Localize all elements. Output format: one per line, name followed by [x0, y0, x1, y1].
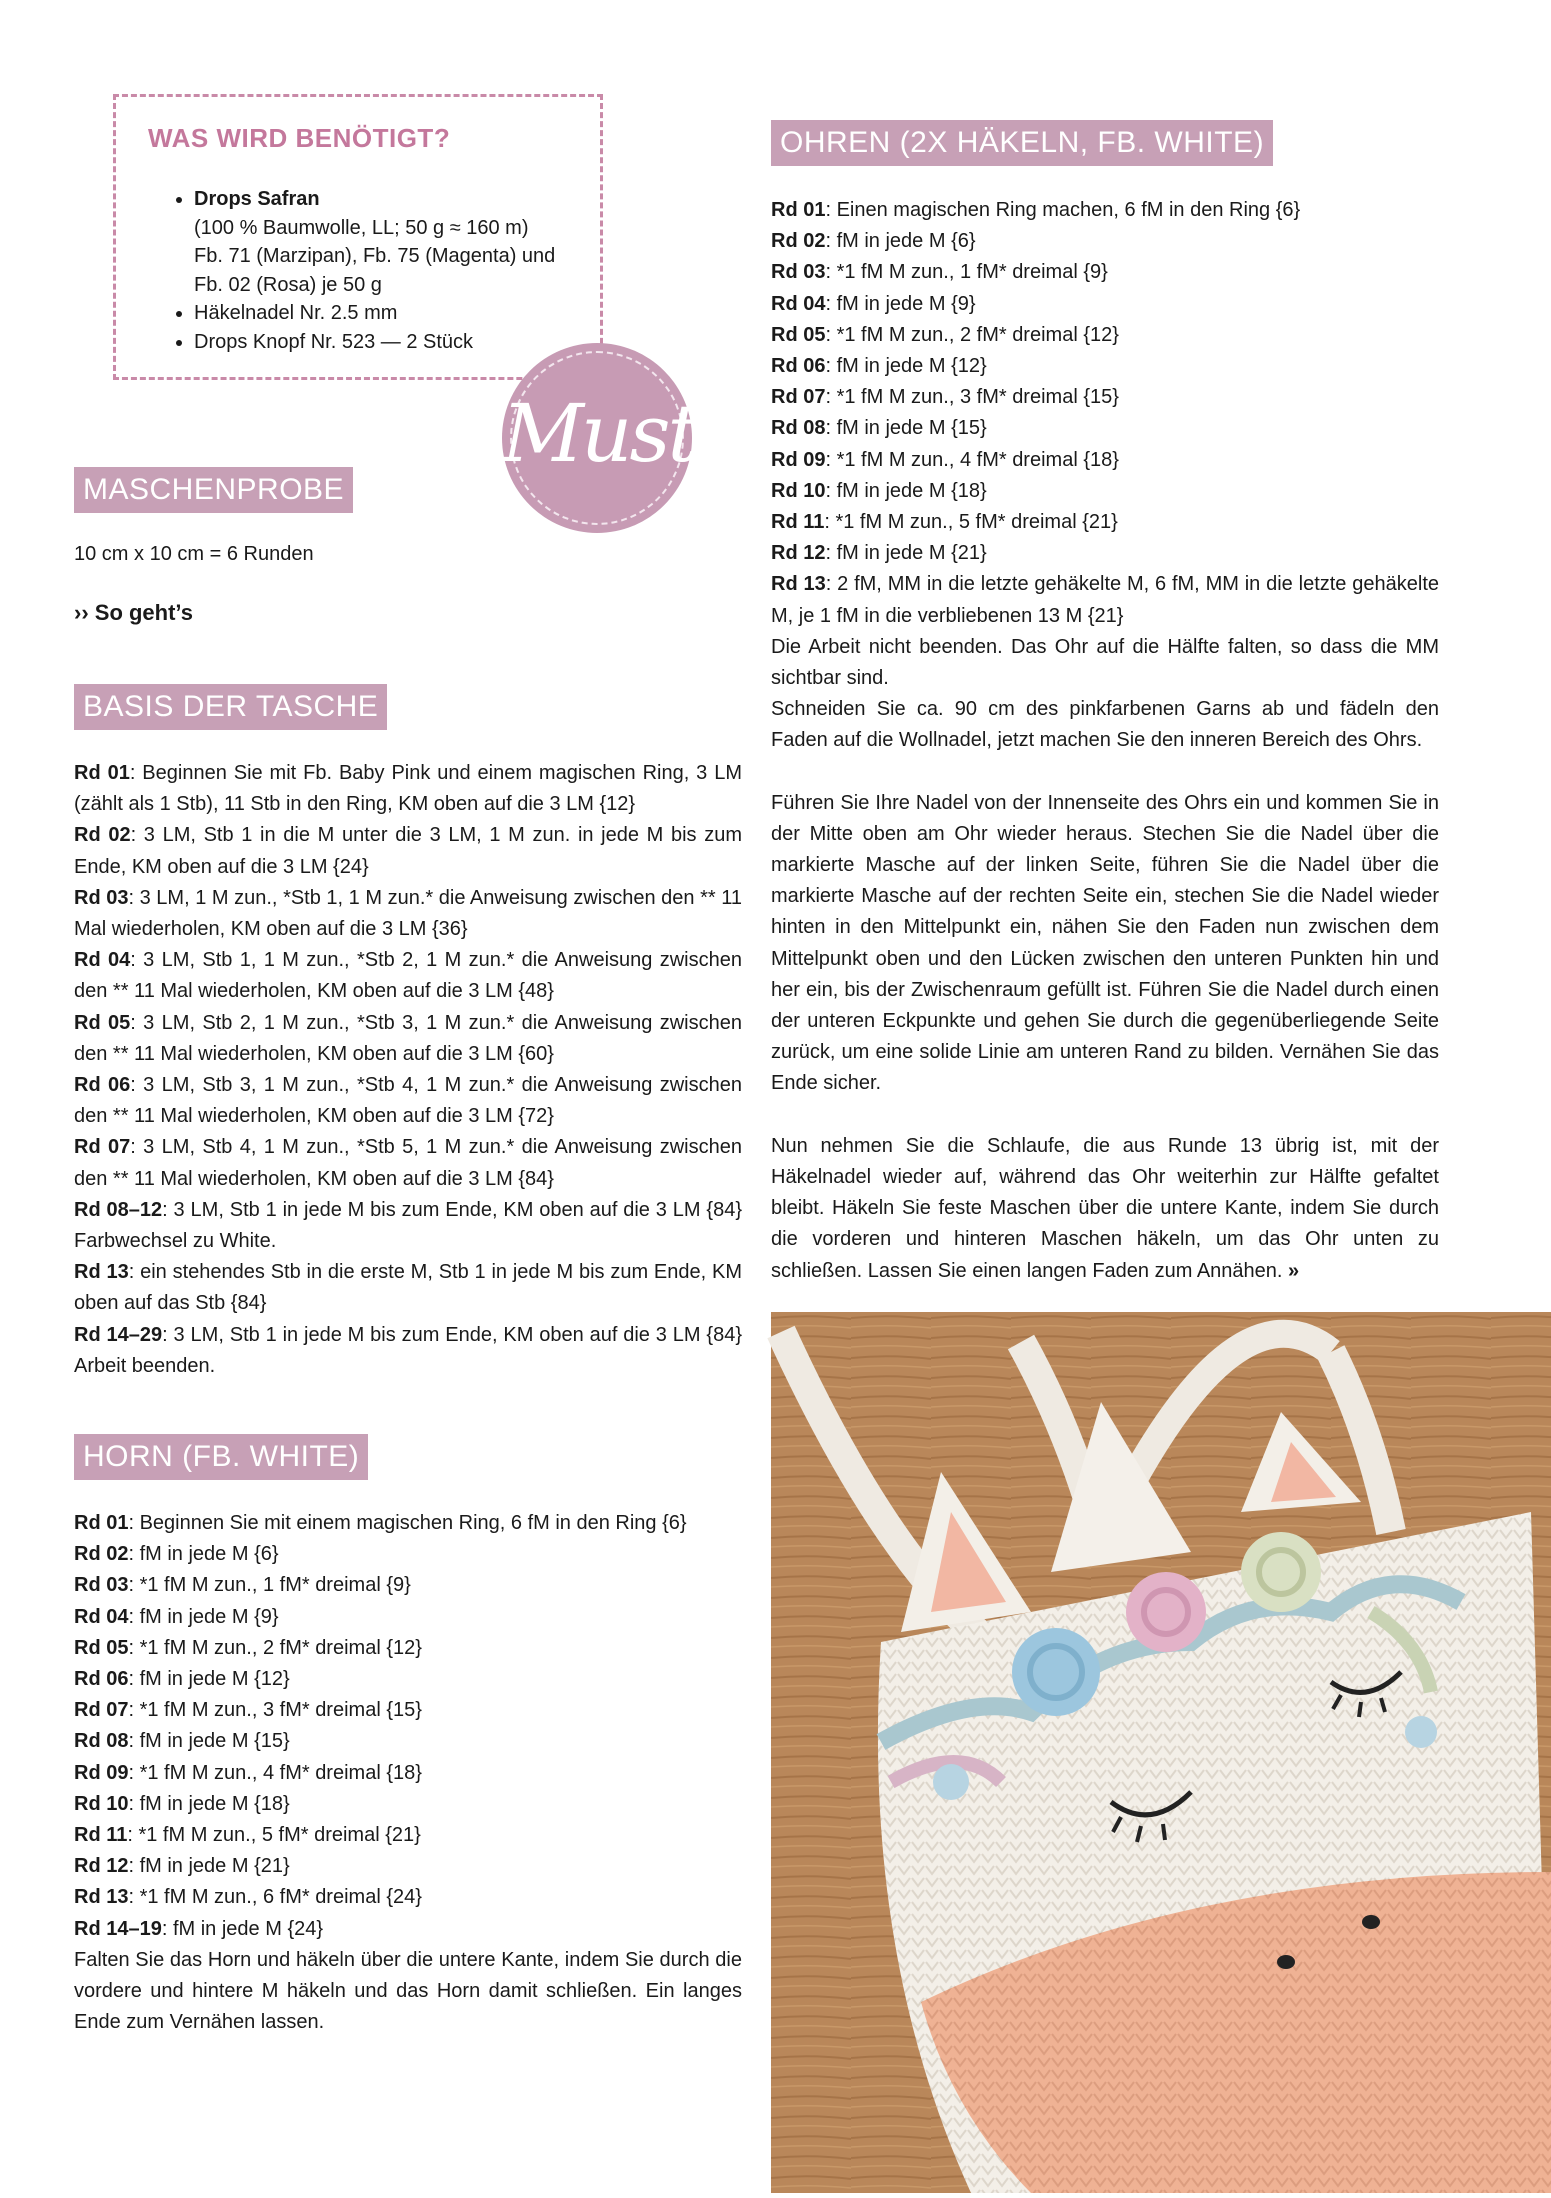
- horn-row: [74, 1508, 742, 1539]
- continue-marker: »: [1282, 1259, 1300, 1282]
- ohren-row: [771, 382, 1439, 413]
- row-label: Rd 04: [74, 949, 131, 972]
- horn-closing: Falten Sie das Horn und häkeln über die untere Kante, indem Sie durch die vordere und hintere M häkeln und das Horn damit schließen. Ein langes Ende zum Vernähen lassen.: [74, 1948, 742, 2034]
- row-text: : *1 fM M zun., 1 fM* dreimal {9}: [825, 261, 1108, 284]
- yarn-detail: (100 % Baumwolle, LL; 50 g ≈ 160 m): [194, 216, 529, 239]
- horn-row: [74, 1539, 742, 1570]
- row-text: : fM in jede M {15}: [825, 417, 987, 440]
- horn-rows: [74, 1508, 742, 2038]
- row-text: : fM in jede M {18}: [128, 1792, 290, 1815]
- row-text: : Beginnen Sie mit einem magischen Ring, 6 fM in den Ring {6}: [128, 1512, 687, 1534]
- row-label: Rd 11: [74, 1824, 128, 1847]
- row-label: Rd 05: [74, 1636, 129, 1659]
- row-label: Rd 02: [74, 1543, 129, 1566]
- row-label: Rd 06: [771, 355, 826, 378]
- row-text: : *1 fM M zun., 2 fM* dreimal {12}: [825, 323, 1119, 346]
- materials-list: [168, 185, 614, 356]
- basis-heading: BASIS DER TASCHE: [74, 684, 387, 730]
- row-label: Rd 08: [771, 417, 826, 440]
- horn-row: [74, 1758, 742, 1789]
- basis-rows: [74, 758, 742, 1382]
- row-text: : ein stehendes Stb in die erste M, Stb 1 in jede M bis zum Ende, KM oben auf das Stb {84}: [74, 1261, 742, 1315]
- row-text: : fM in jede M {6}: [825, 230, 976, 253]
- row-label: Rd 01: [771, 199, 826, 221]
- row-text: : 2 fM, MM in die letzte gehäkelte M, 6 fM, MM in die letzte gehäkelte M, je 1 fM in die verbliebenen 13 M {21}: [771, 573, 1440, 627]
- badge-text: Muster: [502, 387, 777, 480]
- materials-box: [113, 94, 603, 380]
- horn-row: [74, 1789, 742, 1820]
- ohren-row: [771, 413, 1439, 444]
- ohren-row: [771, 538, 1439, 569]
- basis-row: [74, 945, 742, 1007]
- row-text: : fM in jede M {9}: [825, 292, 976, 315]
- row-label: Rd 03: [771, 261, 826, 284]
- ohren-rows: [771, 195, 1439, 1287]
- yarn-detail: Fb. 71 (Marzipan), Fb. 75 (Magenta) und: [194, 245, 556, 267]
- unicorn-bag-photo: [771, 1312, 1551, 2193]
- row-text: : fM in jede M {6}: [128, 1543, 279, 1566]
- row-label: Rd 13: [74, 1261, 129, 1284]
- ohren-heading: OHREN (2X HÄKELN, FB. WHITE): [771, 120, 1273, 166]
- row-text: : fM in jede M {12}: [825, 355, 987, 378]
- row-text: : fM in jede M {21}: [825, 542, 987, 565]
- row-label: Rd 06: [74, 1074, 131, 1097]
- basis-row: [74, 1257, 742, 1319]
- ohren-paragraph-text: Nun nehmen Sie die Schlaufe, die aus Runde 13 übrig ist, mit der Häkelnadel wieder auf, während das Ohr weiterhin zur Hälfte gefaltet bleibt. Häkeln Sie feste Maschen über die untere Kante, indem Sie durch die vorderen und hinteren Maschen häkeln, um das Ohr unten zu schließen. Lassen Sie einen langen Faden zum Annähen.: [771, 1134, 1439, 1282]
- row-text: : *1 fM M zun., 3 fM* dreimal {15}: [825, 386, 1119, 409]
- ohren-paragraph: Die Arbeit nicht beenden. Das Ohr auf die Hälfte falten, so dass die MM sichtbar sind.: [771, 635, 1439, 690]
- row-label: Rd 03: [74, 1574, 129, 1597]
- row-text: : 3 LM, Stb 2, 1 M zun., *Stb 3, 1 M zun.* die Anweisung zwischen den ** 11 Mal wiederholen, KM oben auf die 3 LM {60}: [74, 1011, 742, 1065]
- basis-row: [74, 1195, 742, 1257]
- row-text: : 3 LM, Stb 1 in jede M bis zum Ende, KM oben auf die 3 LM {84} Farbwechsel zu White.: [74, 1198, 742, 1253]
- row-label: Rd 14–29: [74, 1323, 163, 1346]
- row-label: Rd 07: [771, 386, 826, 409]
- row-text: : *1 fM M zun., 2 fM* dreimal {12}: [128, 1636, 422, 1659]
- materials-item: • Häkelnadel Nr. 2.5 mm: [194, 299, 614, 328]
- horn-row: [74, 1820, 742, 1851]
- row-label: Rd 04: [74, 1605, 129, 1628]
- ohren-row: [771, 476, 1439, 507]
- row-text: : Beginnen Sie mit Fb. Baby Pink und einem magischen Ring, 3 LM (zählt als 1 Stb), 11 Stb in den Ring, KM oben auf die 3 LM {12}: [74, 762, 742, 816]
- row-text: : *1 fM M zun., 4 fM* dreimal {18}: [825, 448, 1119, 471]
- materials-item: • Drops Knopf Nr. 523 — 2 Stück: [194, 328, 614, 357]
- row-text: : 3 LM, Stb 1 in die M unter die 3 LM, 1 M zun. in jede M bis zum Ende, KM oben auf die 3 LM {24}: [74, 824, 742, 878]
- basis-row: [74, 1320, 742, 1382]
- row-label: Rd 12: [771, 542, 826, 565]
- row-label: Rd 02: [74, 824, 131, 847]
- ohren-row: [771, 351, 1439, 382]
- basis-row: [74, 883, 742, 945]
- row-text: : fM in jede M {18}: [825, 479, 987, 502]
- horn-row: [74, 1664, 742, 1695]
- row-label: Rd 04: [771, 292, 826, 315]
- ohren-row: [771, 320, 1439, 351]
- ohren-paragraph: Führen Sie Ihre Nadel von der Innenseite des Ohrs ein und kommen Sie in der Mitte oben am Ohr wieder heraus. Stechen Sie die Nadel über die markierte Masche auf der linken Seite, führen Sie die Nadel über die markierte Masche auf der rechten Seite ein, stechen Sie die Nadel wieder hinten in den Mittelpunkt ein, nähen Sie den Faden nun zwischen dem Mittelpunkt oben und den Lücken zwischen den unteren Punkten hin und her ein, bis der Zwischenraum gefüllt ist. Führen Sie die Nadel durch einen der unteren Eckpunkte und gehen Sie durch die gegenüberliegende Seite zurück, um eine solide Linie am unteren Rand zu bilden. Vernähen Sie das Ende sicher.: [771, 791, 1439, 1095]
- row-label: Rd 01: [74, 762, 130, 784]
- row-text: : *1 fM M zun., 5 fM* dreimal {21}: [824, 511, 1118, 534]
- ohren-row: [771, 445, 1439, 476]
- horn-row: [74, 1851, 742, 1882]
- yarn-detail: Fb. 02 (Rosa) je 50 g: [194, 273, 382, 296]
- row-label: Rd 02: [771, 230, 826, 253]
- row-text: : 3 LM, Stb 3, 1 M zun., *Stb 4, 1 M zun.* die Anweisung zwischen den ** 11 Mal wiederholen, KM oben auf die 3 LM {72}: [74, 1074, 742, 1128]
- materials-title: WAS WIRD BENÖTIGT?: [148, 123, 451, 153]
- basis-row: [74, 820, 742, 882]
- row-label: Rd 10: [74, 1792, 129, 1815]
- ohren-row: [771, 257, 1439, 288]
- row-text: : *1 fM M zun., 3 fM* dreimal {15}: [128, 1699, 422, 1722]
- materials-item: [194, 185, 614, 299]
- row-label: Rd 07: [74, 1699, 129, 1722]
- row-label: Rd 03: [74, 886, 129, 909]
- basis-row: [74, 1070, 742, 1132]
- row-label: Rd 01: [74, 1512, 129, 1534]
- row-text: : fM in jede M {15}: [128, 1730, 290, 1753]
- ohren-row: [771, 507, 1439, 538]
- so-gehts: ›› So geht’s: [74, 600, 193, 625]
- ohren-paragraph-last: [771, 1131, 1439, 1287]
- ohren-row: [771, 569, 1439, 631]
- ohren-row: [771, 226, 1439, 257]
- row-label: Rd 06: [74, 1668, 129, 1691]
- horn-heading: HORN (FB. WHITE): [74, 1434, 368, 1480]
- horn-row: [74, 1726, 742, 1757]
- row-text: : fM in jede M {12}: [128, 1668, 290, 1691]
- row-label: Rd 13: [771, 573, 826, 596]
- basis-row: [74, 1008, 742, 1070]
- row-text: : 3 LM, Stb 4, 1 M zun., *Stb 5, 1 M zun.* die Anweisung zwischen den ** 11 Mal wiederholen, KM oben auf die 3 LM {84}: [74, 1136, 742, 1190]
- row-label: Rd 07: [74, 1136, 131, 1159]
- ohren-row: [771, 289, 1439, 320]
- row-label: Rd 09: [771, 448, 826, 471]
- row-text: : *1 fM M zun., 4 fM* dreimal {18}: [128, 1761, 422, 1784]
- horn-row: [74, 1570, 742, 1601]
- unicorn-bag-illustration: [771, 1312, 1551, 2193]
- row-label: Rd 12: [74, 1855, 129, 1878]
- gauge-text: [74, 539, 742, 570]
- row-text: : *1 fM M zun., 5 fM* dreimal {21}: [127, 1824, 421, 1847]
- horn-row: [74, 1695, 742, 1726]
- gauge-value: 10 cm x 10 cm = 6 Runden: [74, 543, 314, 565]
- row-label: Rd 09: [74, 1761, 129, 1784]
- row-text: : 3 LM, Stb 1, 1 M zun., *Stb 2, 1 M zun.* die Anweisung zwischen den ** 11 Mal wiederholen, KM oben auf die 3 LM {48}: [74, 949, 742, 1003]
- basis-row: [74, 758, 742, 820]
- ohren-row: [771, 195, 1439, 226]
- row-text: : 3 LM, 1 M zun., *Stb 1, 1 M zun.* die Anweisung zwischen den ** 11 Mal wiederholen, KM oben auf die 3 LM {36}: [74, 886, 742, 941]
- horn-row: [74, 1633, 742, 1664]
- row-label: Rd 11: [771, 511, 825, 534]
- row-label: Rd 05: [771, 323, 826, 346]
- yarn-name: Drops Safran: [194, 188, 320, 210]
- row-label: Rd 08–12: [74, 1198, 163, 1221]
- row-text: : *1 fM M zun., 1 fM* dreimal {9}: [128, 1574, 411, 1597]
- row-label: Rd 05: [74, 1011, 131, 1034]
- horn-row: [74, 1882, 742, 1913]
- row-text: : fM in jede M {24}: [161, 1917, 324, 1940]
- row-label: Rd 08: [74, 1730, 129, 1753]
- row-text: : *1 fM M zun., 6 fM* dreimal {24}: [128, 1886, 422, 1909]
- row-text: : Einen magischen Ring machen, 6 fM in den Ring {6}: [825, 199, 1301, 221]
- row-text: : fM in jede M {21}: [128, 1855, 290, 1878]
- row-label: Rd 14–19: [74, 1917, 162, 1940]
- row-label: Rd 13: [74, 1886, 129, 1909]
- row-label: Rd 10: [771, 479, 826, 502]
- row-text: : 3 LM, Stb 1 in jede M bis zum Ende, KM oben auf die 3 LM {84} Arbeit beenden.: [74, 1323, 742, 1377]
- horn-row: [74, 1914, 742, 1945]
- horn-row: [74, 1602, 742, 1633]
- row-text: : fM in jede M {9}: [128, 1605, 279, 1628]
- basis-row: [74, 1132, 742, 1194]
- gauge-heading: MASCHENPROBE: [74, 467, 353, 513]
- ohren-paragraph: Schneiden Sie ca. 90 cm des pinkfarbenen Garns ab und fädeln den Faden auf die Wollnadel, jetzt machen Sie den inneren Bereich des Ohrs.: [771, 698, 1439, 752]
- muster-badge: [502, 343, 777, 533]
